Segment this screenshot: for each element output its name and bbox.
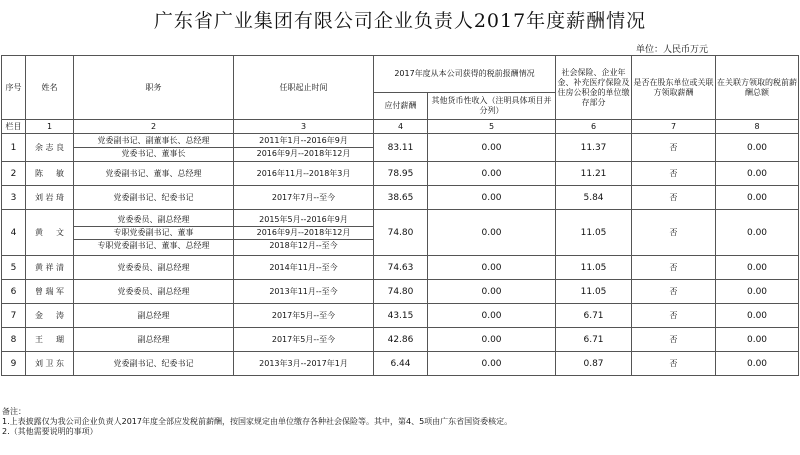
index-cell: 5 <box>428 120 556 134</box>
position-cell <box>74 256 234 280</box>
social-cell: 11.21 <box>556 162 632 186</box>
position-cell <box>74 134 234 162</box>
notes <box>2 407 512 437</box>
payable-cell: 78.95 <box>374 162 428 186</box>
name-cell: 曾 瑞 军 <box>26 280 74 304</box>
position-cell <box>74 280 234 304</box>
index-cell: 3 <box>234 120 374 134</box>
term-cell <box>234 328 374 352</box>
payable-cell: 74.80 <box>374 280 428 304</box>
position-line: 党委副书记、纪委书记 <box>113 192 194 202</box>
table-row <box>2 134 799 162</box>
related-cell: 否 <box>632 352 716 376</box>
table-row <box>2 328 799 352</box>
term-line: 2017年7月--至今 <box>271 192 336 202</box>
payable-cell: 42.86 <box>374 328 428 352</box>
payable-cell: 83.11 <box>374 134 428 162</box>
name-cell: 刘 卫 东 <box>26 352 74 376</box>
related-pay-cell: 0.00 <box>716 210 799 256</box>
salary-table <box>1 55 799 376</box>
term-line: 2016年9月--2018年12月 <box>234 227 373 240</box>
position-line: 党委委员、副总经理 <box>74 214 233 227</box>
term-line: 2013年3月--2017年1月 <box>259 358 348 368</box>
social-cell: 6.71 <box>556 304 632 328</box>
other-income-cell: 0.00 <box>428 210 556 256</box>
header-payable: 应付薪酬 <box>374 93 428 120</box>
index-cell: 1 <box>26 120 74 134</box>
position-line: 专职党委副书记、董事、总经理 <box>97 240 210 250</box>
seq-cell: 8 <box>2 328 26 352</box>
term-line: 2013年11月--至今 <box>269 286 338 296</box>
position-line: 党委委员、副总经理 <box>117 262 190 272</box>
index-cell: 4 <box>374 120 428 134</box>
term-line: 2015年5月--2016年9月 <box>234 214 373 227</box>
name-cell: 刘 岩 琦 <box>26 186 74 210</box>
notes-title: 备注： <box>2 407 26 416</box>
term-line: 2017年5月--至今 <box>271 334 336 344</box>
other-income-cell: 0.00 <box>428 134 556 162</box>
table-row <box>2 210 799 256</box>
payable-cell: 43.15 <box>374 304 428 328</box>
seq-cell: 4 <box>2 210 26 256</box>
table-row <box>2 162 799 186</box>
related-pay-cell: 0.00 <box>716 352 799 376</box>
term-cell <box>234 256 374 280</box>
related-pay-cell: 0.00 <box>716 304 799 328</box>
term-line: 2011年1月--2016年9月 <box>234 135 373 148</box>
position-cell <box>74 328 234 352</box>
related-pay-cell: 0.00 <box>716 186 799 210</box>
related-cell: 否 <box>632 134 716 162</box>
header-social: 社会保险、企业年金、补充医疗保险及住房公积金的单位缴存部分 <box>556 56 632 120</box>
term-line: 2017年5月--至今 <box>271 310 336 320</box>
document-title: 广东省广业集团有限公司企业负责人2017年度薪酬情况 <box>153 10 647 32</box>
unit-label: 单位：人民币万元 <box>636 45 709 55</box>
position-line: 党委副书记、董事、总经理 <box>105 168 202 178</box>
term-cell <box>234 162 374 186</box>
seq-cell: 3 <box>2 186 26 210</box>
position-line: 党委副书记、副董事长、总经理 <box>74 135 233 148</box>
social-cell: 11.05 <box>556 280 632 304</box>
term-cell <box>234 210 374 256</box>
related-pay-cell: 0.00 <box>716 256 799 280</box>
index-cell: 7 <box>632 120 716 134</box>
position-line: 党委委员、副总经理 <box>117 286 190 296</box>
payable-cell: 74.63 <box>374 256 428 280</box>
header-group: 2017年度从本公司获得的税前报酬情况 <box>374 56 556 93</box>
seq-cell: 5 <box>2 256 26 280</box>
name-cell: 黄 文 <box>26 210 74 256</box>
position-line: 副总经理 <box>137 310 170 320</box>
name-cell: 黄 祥 清 <box>26 256 74 280</box>
term-cell <box>234 186 374 210</box>
related-cell: 否 <box>632 304 716 328</box>
seq-cell: 9 <box>2 352 26 376</box>
related-pay-cell: 0.00 <box>716 134 799 162</box>
seq-cell: 1 <box>2 134 26 162</box>
related-pay-cell: 0.00 <box>716 328 799 352</box>
position-cell <box>74 352 234 376</box>
header-row-1 <box>2 56 799 93</box>
position-cell <box>74 186 234 210</box>
payable-cell: 6.44 <box>374 352 428 376</box>
other-income-cell: 0.00 <box>428 186 556 210</box>
related-cell: 否 <box>632 328 716 352</box>
table-row <box>2 304 799 328</box>
position-line: 党委副书记、纪委书记 <box>113 358 194 368</box>
payable-cell: 74.80 <box>374 210 428 256</box>
seq-cell: 6 <box>2 280 26 304</box>
social-cell: 11.37 <box>556 134 632 162</box>
other-income-cell: 0.00 <box>428 328 556 352</box>
index-cell: 栏目 <box>2 120 26 134</box>
position-cell <box>74 304 234 328</box>
related-pay-cell: 0.00 <box>716 162 799 186</box>
header-position: 职务 <box>74 56 234 120</box>
header-related: 是否在股东单位或关联方领取薪酬 <box>632 56 716 120</box>
index-cell: 6 <box>556 120 632 134</box>
related-cell: 否 <box>632 280 716 304</box>
table-row <box>2 256 799 280</box>
social-cell: 5.84 <box>556 186 632 210</box>
term-cell <box>234 280 374 304</box>
related-pay-cell: 0.00 <box>716 280 799 304</box>
table-row <box>2 280 799 304</box>
header-seq: 序号 <box>2 56 26 120</box>
term-line: 2014年11月--至今 <box>269 262 338 272</box>
name-cell: 金 涛 <box>26 304 74 328</box>
table-body <box>2 134 799 376</box>
term-cell <box>234 352 374 376</box>
table-row <box>2 186 799 210</box>
related-cell: 否 <box>632 162 716 186</box>
index-row <box>2 120 799 134</box>
position-line: 副总经理 <box>137 334 170 344</box>
note-2: 2.（其他需要说明的事项） <box>2 427 98 436</box>
position-cell <box>74 162 234 186</box>
position-line: 党委书记、董事长 <box>121 149 186 158</box>
other-income-cell: 0.00 <box>428 256 556 280</box>
term-line: 2018年12月--至今 <box>269 240 338 250</box>
position-line: 专职党委副书记、董事 <box>74 227 233 240</box>
term-cell <box>234 134 374 162</box>
index-cell: 8 <box>716 120 799 134</box>
seq-cell: 2 <box>2 162 26 186</box>
table-row <box>2 352 799 376</box>
social-cell: 0.87 <box>556 352 632 376</box>
seq-cell: 7 <box>2 304 26 328</box>
related-cell: 否 <box>632 210 716 256</box>
other-income-cell: 0.00 <box>428 162 556 186</box>
term-cell <box>234 304 374 328</box>
index-cell: 2 <box>74 120 234 134</box>
name-cell: 陈 敏 <box>26 162 74 186</box>
name-cell: 王 瑚 <box>26 328 74 352</box>
payable-cell: 38.65 <box>374 186 428 210</box>
term-line: 2016年11月--2018年3月 <box>256 168 351 178</box>
position-cell <box>74 210 234 256</box>
header-other-income: 其他货币性收入（注明具体项目并分列） <box>428 93 556 120</box>
note-1: 1.上表披露仅为我公司企业负责人2017年度全部应发税前薪酬，按国家规定由单位缴存各种社会保险等。其中，第4、5项由广东省国资委核定。 <box>2 417 513 426</box>
social-cell: 11.05 <box>556 256 632 280</box>
header-term: 任职起止时间 <box>234 56 374 120</box>
header-related-pay: 在关联方领取的税前薪酬总额 <box>716 56 799 120</box>
related-cell: 否 <box>632 186 716 210</box>
other-income-cell: 0.00 <box>428 280 556 304</box>
other-income-cell: 0.00 <box>428 352 556 376</box>
other-income-cell: 0.00 <box>428 304 556 328</box>
header-name: 姓名 <box>26 56 74 120</box>
name-cell: 余 志 良 <box>26 134 74 162</box>
social-cell: 11.05 <box>556 210 632 256</box>
term-line: 2016年9月--2018年12月 <box>256 149 351 158</box>
related-cell: 否 <box>632 256 716 280</box>
social-cell: 6.71 <box>556 328 632 352</box>
